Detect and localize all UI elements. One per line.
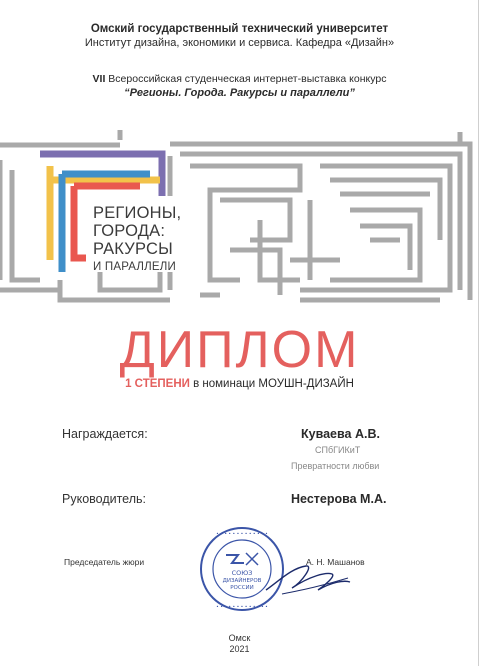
awardee-work: Превратности любви bbox=[291, 461, 380, 471]
maze-line bbox=[190, 166, 300, 280]
contest-info bbox=[0, 73, 479, 100]
maze-line bbox=[230, 250, 280, 295]
logo-line-3: РАКУРСЫ bbox=[93, 240, 173, 258]
university-name: Омский государственный технический университет bbox=[90, 23, 389, 35]
footer bbox=[0, 633, 479, 655]
footer-city: Омск bbox=[228, 633, 251, 643]
svg-text:• • • • • • • • • • • • •: • • • • • • • • • • • • • bbox=[216, 532, 268, 537]
awardee-name: Куваева А.В. bbox=[301, 427, 380, 441]
maze-line bbox=[330, 210, 420, 280]
awardee-label: Награждается: bbox=[62, 427, 148, 441]
svg-text:• • • • • • • • • • • • •: • • • • • • • • • • • • • bbox=[216, 605, 268, 610]
jury-label: Председатель жюри bbox=[64, 557, 145, 567]
diploma-degree bbox=[0, 378, 479, 390]
supervisor-label: Руководитель: bbox=[62, 492, 147, 506]
logo-line-2: ГОРОДА: bbox=[93, 222, 166, 240]
header bbox=[0, 22, 479, 50]
nomination: в номинаци МОУШН-ДИЗАЙН bbox=[189, 378, 354, 390]
contest-line bbox=[0, 73, 479, 86]
footer-year: 2021 bbox=[229, 644, 250, 654]
contest-roman: VII bbox=[92, 73, 106, 85]
stamp-line-1: СОЮЗ bbox=[231, 569, 253, 577]
maze-line bbox=[360, 226, 410, 270]
stamp-line-3: РОССИИ bbox=[230, 585, 254, 591]
institute-name: Институт дизайна, экономики и сервиса. Кафедра «Дизайн» bbox=[84, 37, 395, 49]
contest-logo-text bbox=[93, 204, 181, 276]
jury-name: А. Н. Машанов bbox=[306, 557, 365, 567]
stamp-line-2: ДИЗАЙНЕРОВ bbox=[222, 578, 262, 584]
supervisor-name: Нестерова М.А. bbox=[291, 492, 387, 506]
diploma-title: ДИПЛОМ bbox=[119, 321, 360, 379]
maze-line bbox=[12, 170, 40, 280]
awardee-org: СПбГИКиТ bbox=[315, 445, 361, 455]
contest-title: “Регионы. Города. Ракурсы и параллели” bbox=[124, 87, 355, 99]
maze-line bbox=[220, 200, 290, 240]
contest-description: Всероссийская студенческая интернет-выставка конкурс bbox=[105, 73, 387, 85]
logo-line-4: И ПАРАЛЛЕЛИ bbox=[93, 261, 176, 273]
logo-line-1: РЕГИОНЫ, bbox=[93, 204, 182, 222]
degree-level: 1 СТЕПЕНИ bbox=[125, 378, 190, 390]
maze-pattern bbox=[0, 130, 479, 305]
